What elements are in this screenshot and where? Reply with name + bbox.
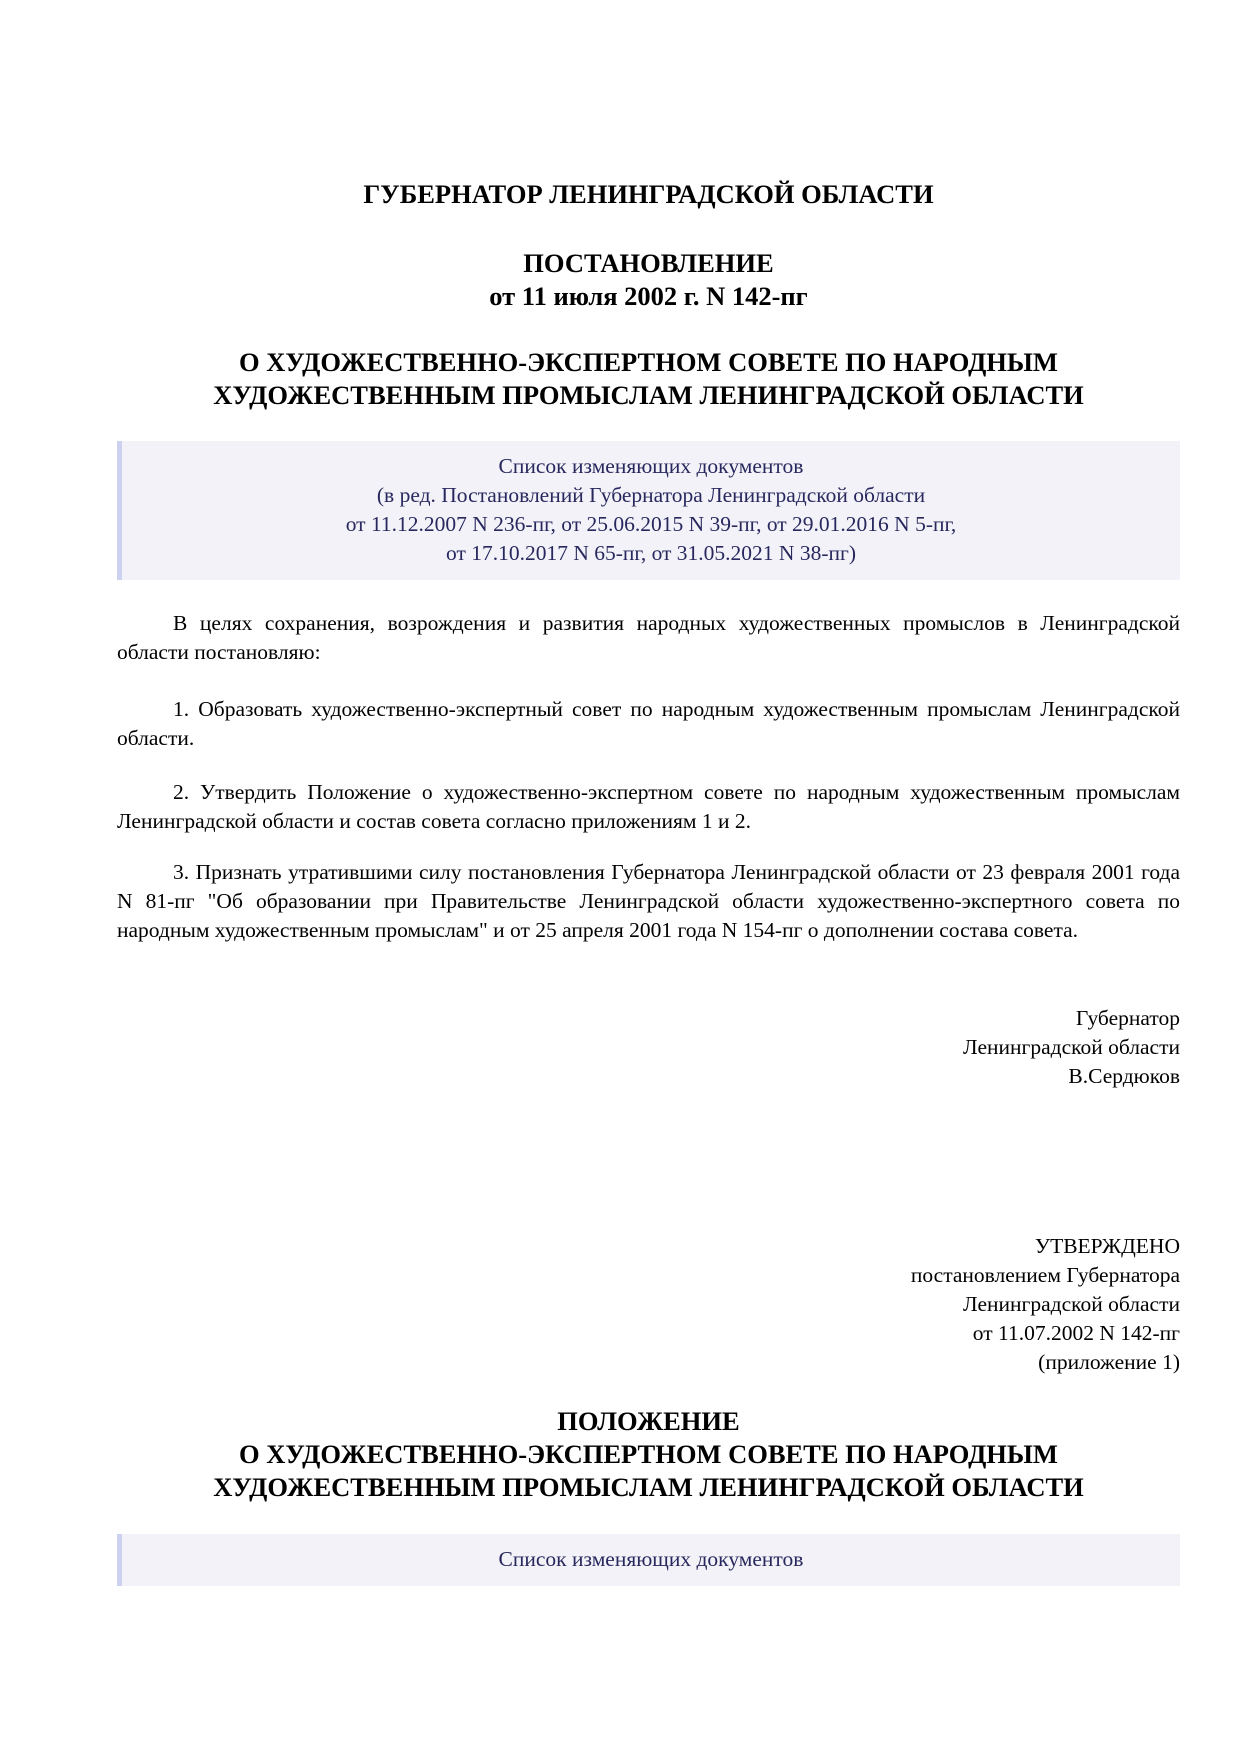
document-type-heading — [117, 247, 1180, 313]
amendments-line: от 17.10.2017 N 65-пг, от 31.05.2021 N 38-пг) — [446, 541, 856, 565]
approval-stamp — [117, 1232, 1180, 1377]
approval-line: УТВЕРЖДЕНО — [1034, 1234, 1180, 1258]
clause-2: 2. Утвердить Положение о художественно-экспертном совете по народным художественным промыслам Ленинградской области и состав совета согласно приложениям 1 и 2. — [117, 780, 1180, 833]
title-line: О ХУДОЖЕСТВЕННО-ЭКСПЕРТНОМ СОВЕТЕ ПО НАРОДНЫМ — [239, 347, 1058, 377]
clause-1: 1. Образовать художественно-экспертный совет по народным художественным промыслам Ленинградской области. — [117, 697, 1180, 750]
preamble-paragraph: В целях сохранения, возрождения и развития народных художественных промыслов в Ленинградской области постановляю: — [117, 611, 1180, 664]
approval-line: (приложение 1) — [1038, 1350, 1180, 1374]
signature-region: Ленинградской области — [963, 1035, 1180, 1059]
amendments-box — [117, 441, 1180, 580]
issuing-authority: ГУБЕРНАТОР ЛЕНИНГРАДСКОЙ ОБЛАСТИ — [363, 179, 934, 209]
amendments-title: Список изменяющих документов — [498, 1547, 804, 1571]
signature-position: Губернатор — [1075, 1006, 1180, 1030]
signature-name: В.Сердюков — [1068, 1064, 1180, 1088]
appendix-title — [117, 1405, 1180, 1504]
approval-line: от 11.07.2002 N 142-пг — [972, 1321, 1180, 1345]
amendments-line: от 11.12.2007 N 236-пг, от 25.06.2015 N 39-пг, от 29.01.2016 N 5-пг, — [345, 512, 957, 536]
document-date: от 11 июля 2002 г. N 142-пг — [489, 281, 808, 311]
clause-3: 3. Признать утратившими силу постановления Губернатора Ленинградской области от 23 февраля 2001 года N 81-пг "Об образовании при Правительстве Ленинградской области художественно-экспертного совета по народным художественным промыслам" и от 25 апреля 2001 года N 154-пг о дополнении состава совета. — [117, 860, 1180, 942]
document-title — [117, 346, 1180, 412]
document-type: ПОСТАНОВЛЕНИЕ — [523, 248, 774, 278]
appendix-title-line: ПОЛОЖЕНИЕ — [557, 1406, 740, 1436]
title-line: ХУДОЖЕСТВЕННЫМ ПРОМЫСЛАМ ЛЕНИНГРАДСКОЙ ОБЛАСТИ — [213, 380, 1084, 410]
appendix-title-line: ХУДОЖЕСТВЕННЫМ ПРОМЫСЛАМ ЛЕНИНГРАДСКОЙ ОБЛАСТИ — [213, 1472, 1084, 1502]
approval-line: постановлением Губернатора — [910, 1263, 1180, 1287]
amendments-title: Список изменяющих документов — [498, 454, 804, 478]
appendix-amendments-box — [117, 1534, 1180, 1586]
appendix-title-line: О ХУДОЖЕСТВЕННО-ЭКСПЕРТНОМ СОВЕТЕ ПО НАРОДНЫМ — [239, 1439, 1058, 1469]
amendments-line: (в ред. Постановлений Губернатора Ленинградской области — [376, 483, 926, 507]
signature-block — [117, 1004, 1180, 1091]
approval-line: Ленинградской области — [963, 1292, 1180, 1316]
